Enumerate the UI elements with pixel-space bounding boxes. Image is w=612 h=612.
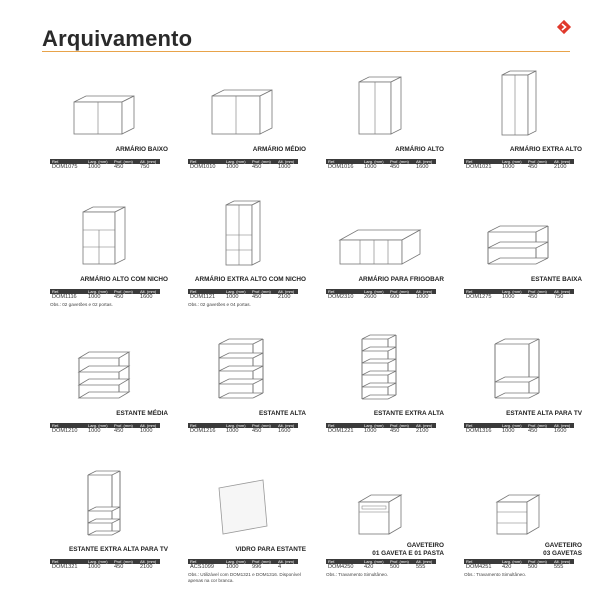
product-note: Obs.: 02 gavetões e 02 portas. (50, 302, 113, 307)
product-name (42, 142, 168, 157)
spec-header-ref: Ref. (190, 289, 198, 294)
spec-header-width: Larg. (mm) (88, 423, 108, 428)
spec-table (464, 289, 574, 301)
spec-width: 1000 (226, 564, 239, 570)
tall-cabinet-icon (318, 66, 444, 138)
spec-ref: DOM1221 (328, 428, 354, 434)
spec-header-width: Larg. (mm) (364, 159, 384, 164)
extra-tall-tv-shelf-icon (42, 466, 168, 538)
product-name (318, 542, 444, 557)
spec-header-width: Larg. (mm) (88, 159, 108, 164)
spec-header-ref: Ref. (466, 289, 474, 294)
extra-tall-cabinet-icon (456, 66, 582, 138)
spec-table (188, 559, 298, 571)
spec-height: 1600 (416, 164, 429, 170)
product-card (42, 66, 168, 171)
spec-width: 1000 (226, 294, 239, 300)
spec-ref: DOM1016 (328, 164, 354, 170)
spec-width: 1000 (502, 428, 515, 434)
spec-ref: DOM1075 (52, 164, 78, 170)
product-name-line1: ESTANTE BAIXA (530, 275, 582, 283)
spec-width: 1000 (88, 564, 101, 570)
low-cabinet-icon (42, 66, 168, 138)
spec-table (464, 159, 574, 171)
spec-header-height: Alt. (mm) (278, 559, 295, 564)
spec-value-row (188, 164, 298, 171)
product-card (456, 466, 582, 578)
spec-height: 1600 (554, 428, 567, 434)
spec-value-row (326, 164, 436, 171)
spec-header-width: Larg. (mm) (88, 289, 108, 294)
spec-header-height: Alt. (mm) (416, 289, 433, 294)
spec-header-width: Larg. (mm) (502, 559, 522, 564)
spec-ref: DOM4251 (466, 564, 492, 570)
tall-niche-cabinet-icon (42, 196, 168, 268)
spec-value-row (464, 164, 574, 171)
spec-header-depth: Prof. (mm) (390, 289, 409, 294)
product-name-line1: ARMÁRIO PARA FRIGOBAR (358, 275, 444, 283)
product-card (318, 466, 444, 578)
spec-header-ref: Ref. (190, 559, 198, 564)
spec-header-depth: Prof. (mm) (114, 559, 133, 564)
spec-header-height: Alt. (mm) (278, 423, 295, 428)
product-name (456, 406, 582, 421)
product-name-line1: ARMÁRIO ALTO COM NICHO (80, 275, 168, 283)
spec-width: 1000 (88, 428, 101, 434)
fridge-cabinet-icon (318, 196, 444, 268)
drawer-folder-pedestal-icon (318, 466, 444, 538)
spec-ref: DOM2310 (328, 294, 354, 300)
spec-header-depth: Prof. (mm) (114, 159, 133, 164)
product-card (456, 196, 582, 301)
spec-width: 1000 (364, 164, 377, 170)
spec-depth: 450 (114, 164, 124, 170)
product-name-line1: ESTANTE EXTRA ALTA PARA TV (68, 545, 168, 553)
spec-header-depth: Prof. (mm) (528, 289, 547, 294)
product-name (318, 142, 444, 157)
low-shelf-icon (456, 196, 582, 268)
spec-value-row (50, 164, 160, 171)
three-drawer-pedestal-icon (456, 466, 582, 538)
spec-header-ref: Ref. (328, 559, 336, 564)
spec-table (50, 559, 160, 571)
tall-tv-shelf-icon (456, 330, 582, 402)
spec-table (50, 423, 160, 435)
spec-header-height: Alt. (mm) (416, 559, 433, 564)
product-card (42, 466, 168, 571)
spec-header-depth: Prof. (mm) (390, 559, 409, 564)
spec-height: 555 (554, 564, 564, 570)
spec-header-height: Alt. (mm) (554, 159, 571, 164)
spec-depth: 450 (252, 428, 262, 434)
spec-header-depth: Prof. (mm) (528, 159, 547, 164)
spec-ref: DOM1116 (52, 294, 77, 300)
spec-width: 1000 (226, 164, 239, 170)
spec-height: 1000 (140, 428, 153, 434)
spec-header-height: Alt. (mm) (140, 159, 157, 164)
spec-ref: DOM1321 (52, 564, 78, 570)
spec-header-ref: Ref. (190, 159, 198, 164)
product-card (180, 330, 306, 435)
spec-header-width: Larg. (mm) (364, 289, 384, 294)
product-name (42, 272, 168, 287)
spec-header-height: Alt. (mm) (278, 289, 295, 294)
product-note: Obs.: Travamento Simultâneo. (326, 572, 389, 577)
spec-header-ref: Ref. (52, 423, 60, 428)
spec-height: 555 (416, 564, 426, 570)
spec-value-row (50, 428, 160, 435)
spec-header-ref: Ref. (52, 559, 60, 564)
spec-depth: 996 (252, 564, 262, 570)
spec-value-row (188, 564, 298, 571)
spec-depth: 450 (528, 294, 538, 300)
product-card (42, 196, 168, 308)
product-card (42, 330, 168, 435)
spec-header-ref: Ref. (328, 423, 336, 428)
spec-depth: 450 (528, 428, 538, 434)
spec-width: 1000 (502, 164, 515, 170)
product-note: Obs.: Utilizável com DOM1321 e DOM1316. Disponível apenas na cor branca. (188, 572, 301, 583)
product-note: Obs.: Travamento Simultâneo. (464, 572, 527, 577)
spec-header-depth: Prof. (mm) (114, 289, 133, 294)
spec-header-depth: Prof. (mm) (114, 423, 133, 428)
spec-header-height: Alt. (mm) (554, 289, 571, 294)
product-name-line1: ESTANTE ALTA (259, 409, 306, 417)
product-name (180, 272, 306, 287)
spec-value-row (188, 428, 298, 435)
spec-header-depth: Prof. (mm) (252, 423, 271, 428)
product-card (180, 466, 306, 583)
spec-value-row (326, 564, 436, 571)
product-card (318, 330, 444, 435)
product-name-line1: ARMÁRIO ALTO (395, 145, 444, 153)
spec-header-width: Larg. (mm) (502, 159, 522, 164)
product-name (180, 142, 306, 157)
product-name (318, 406, 444, 421)
extra-tall-shelf-icon (318, 330, 444, 402)
spec-header-ref: Ref. (328, 289, 336, 294)
spec-table (188, 159, 298, 171)
product-name-line1: ESTANTE ALTA PARA TV (506, 409, 582, 417)
product-card (180, 196, 306, 308)
spec-header-ref: Ref. (466, 159, 474, 164)
spec-value-row (464, 564, 574, 571)
product-name (42, 542, 168, 557)
tall-shelf-icon (180, 330, 306, 402)
product-name-line1: GAVETEIRO (406, 542, 444, 549)
spec-header-height: Alt. (mm) (140, 289, 157, 294)
spec-header-height: Alt. (mm) (278, 159, 295, 164)
spec-value-row (326, 428, 436, 435)
spec-ref: DOM1275 (466, 294, 492, 300)
spec-value-row (188, 294, 298, 301)
spec-height: 2100 (416, 428, 429, 434)
spec-value-row (464, 428, 574, 435)
spec-table (464, 559, 574, 571)
spec-ref: ACS1099 (190, 564, 214, 570)
spec-width: 1000 (226, 428, 239, 434)
spec-header-depth: Prof. (mm) (390, 159, 409, 164)
spec-header-width: Larg. (mm) (502, 423, 522, 428)
product-card (180, 66, 306, 171)
spec-table (326, 289, 436, 301)
spec-value-row (50, 294, 160, 301)
spec-header-ref: Ref. (466, 423, 474, 428)
spec-width: 2600 (364, 294, 377, 300)
product-name (180, 406, 306, 421)
spec-width: 1000 (502, 294, 515, 300)
product-name-line1: GAVETEIRO (544, 542, 582, 549)
spec-width: 1000 (88, 294, 101, 300)
spec-depth: 450 (114, 294, 124, 300)
spec-width: 1000 (88, 164, 101, 170)
product-name (456, 142, 582, 157)
spec-header-height: Alt. (mm) (554, 559, 571, 564)
product-name (318, 272, 444, 287)
spec-header-depth: Prof. (mm) (528, 559, 547, 564)
product-card (456, 66, 582, 171)
spec-height: 2100 (140, 564, 153, 570)
spec-width: 1000 (364, 428, 377, 434)
spec-depth: 450 (252, 164, 262, 170)
spec-height: 1600 (278, 428, 291, 434)
medium-cabinet-icon (180, 66, 306, 138)
spec-depth: 450 (114, 564, 124, 570)
spec-height: 2100 (278, 294, 291, 300)
spec-header-width: Larg. (mm) (364, 423, 384, 428)
spec-depth: 450 (528, 164, 538, 170)
spec-depth: 450 (390, 164, 400, 170)
spec-ref: DOM1216 (190, 428, 216, 434)
spec-ref: DOM1316 (466, 428, 492, 434)
spec-table (326, 423, 436, 435)
spec-header-ref: Ref. (190, 423, 198, 428)
product-name-line1: ESTANTE EXTRA ALTA (373, 409, 444, 417)
spec-header-width: Larg. (mm) (226, 289, 246, 294)
brand-logo-icon (556, 19, 572, 35)
product-name (42, 406, 168, 421)
spec-header-height: Alt. (mm) (416, 423, 433, 428)
product-card (318, 196, 444, 301)
spec-depth: 600 (390, 294, 400, 300)
product-card (318, 66, 444, 171)
spec-header-ref: Ref. (466, 559, 474, 564)
spec-header-width: Larg. (mm) (88, 559, 108, 564)
spec-table (188, 423, 298, 435)
product-name-line1: ARMÁRIO MÉDIO (252, 145, 306, 153)
spec-header-height: Alt. (mm) (416, 159, 433, 164)
spec-header-width: Larg. (mm) (226, 423, 246, 428)
spec-table (326, 559, 436, 571)
spec-header-depth: Prof. (mm) (528, 423, 547, 428)
product-card (456, 330, 582, 435)
product-name-line1: ARMÁRIO EXTRA ALTO COM NICHO (194, 275, 306, 283)
spec-header-depth: Prof. (mm) (390, 423, 409, 428)
spec-value-row (464, 294, 574, 301)
spec-height: 2100 (554, 164, 567, 170)
glass-panel-icon (180, 466, 306, 538)
spec-value-row (50, 564, 160, 571)
spec-depth: 450 (114, 428, 124, 434)
spec-header-depth: Prof. (mm) (252, 289, 271, 294)
spec-table (464, 423, 574, 435)
product-name-line2: 03 GAVETAS (543, 549, 582, 557)
spec-header-width: Larg. (mm) (502, 289, 522, 294)
spec-ref: DOM1010 (190, 164, 216, 170)
spec-header-height: Alt. (mm) (140, 423, 157, 428)
spec-height: 1600 (140, 294, 153, 300)
spec-header-depth: Prof. (mm) (252, 559, 271, 564)
spec-header-width: Larg. (mm) (226, 559, 246, 564)
spec-height: 750 (554, 294, 564, 300)
product-name-line1: ESTANTE MÉDIA (116, 409, 168, 417)
page-title: Arquivamento (42, 26, 193, 51)
product-name-line1: ARMÁRIO BAIXO (115, 145, 168, 153)
spec-height: 1000 (278, 164, 291, 170)
spec-height: 4 (278, 564, 282, 570)
spec-table (50, 159, 160, 171)
spec-height: 1000 (416, 294, 429, 300)
medium-shelf-icon (42, 330, 168, 402)
spec-header-depth: Prof. (mm) (252, 159, 271, 164)
title-divider (42, 51, 570, 52)
spec-depth: 450 (390, 428, 400, 434)
spec-header-width: Larg. (mm) (226, 159, 246, 164)
spec-ref: DOM4250 (328, 564, 354, 570)
spec-ref: DOM1121 (190, 294, 216, 300)
extra-tall-niche-cabinet-icon (180, 196, 306, 268)
product-name-line1: ARMÁRIO EXTRA ALTO (509, 145, 582, 153)
product-name-line2: 01 GAVETA E 01 PASTA (372, 549, 444, 557)
product-note: Obs.: 02 gavetões e 04 portas. (188, 302, 251, 307)
spec-header-ref: Ref. (328, 159, 336, 164)
spec-height: 750 (140, 164, 150, 170)
spec-width: 420 (364, 564, 374, 570)
spec-table (188, 289, 298, 301)
spec-ref: DOM1210 (52, 428, 78, 434)
product-name (456, 272, 582, 287)
spec-header-height: Alt. (mm) (140, 559, 157, 564)
spec-depth: 500 (390, 564, 400, 570)
product-name (456, 542, 582, 557)
spec-depth: 500 (528, 564, 538, 570)
spec-header-ref: Ref. (52, 289, 60, 294)
spec-width: 420 (502, 564, 512, 570)
spec-header-height: Alt. (mm) (554, 423, 571, 428)
spec-ref: DOM1021 (466, 164, 492, 170)
spec-table (326, 159, 436, 171)
spec-table (50, 289, 160, 301)
spec-header-width: Larg. (mm) (364, 559, 384, 564)
product-name (180, 542, 306, 557)
product-name-line1: VIDRO PARA ESTANTE (235, 545, 306, 553)
spec-depth: 450 (252, 294, 262, 300)
spec-value-row (326, 294, 436, 301)
spec-header-ref: Ref. (52, 159, 60, 164)
